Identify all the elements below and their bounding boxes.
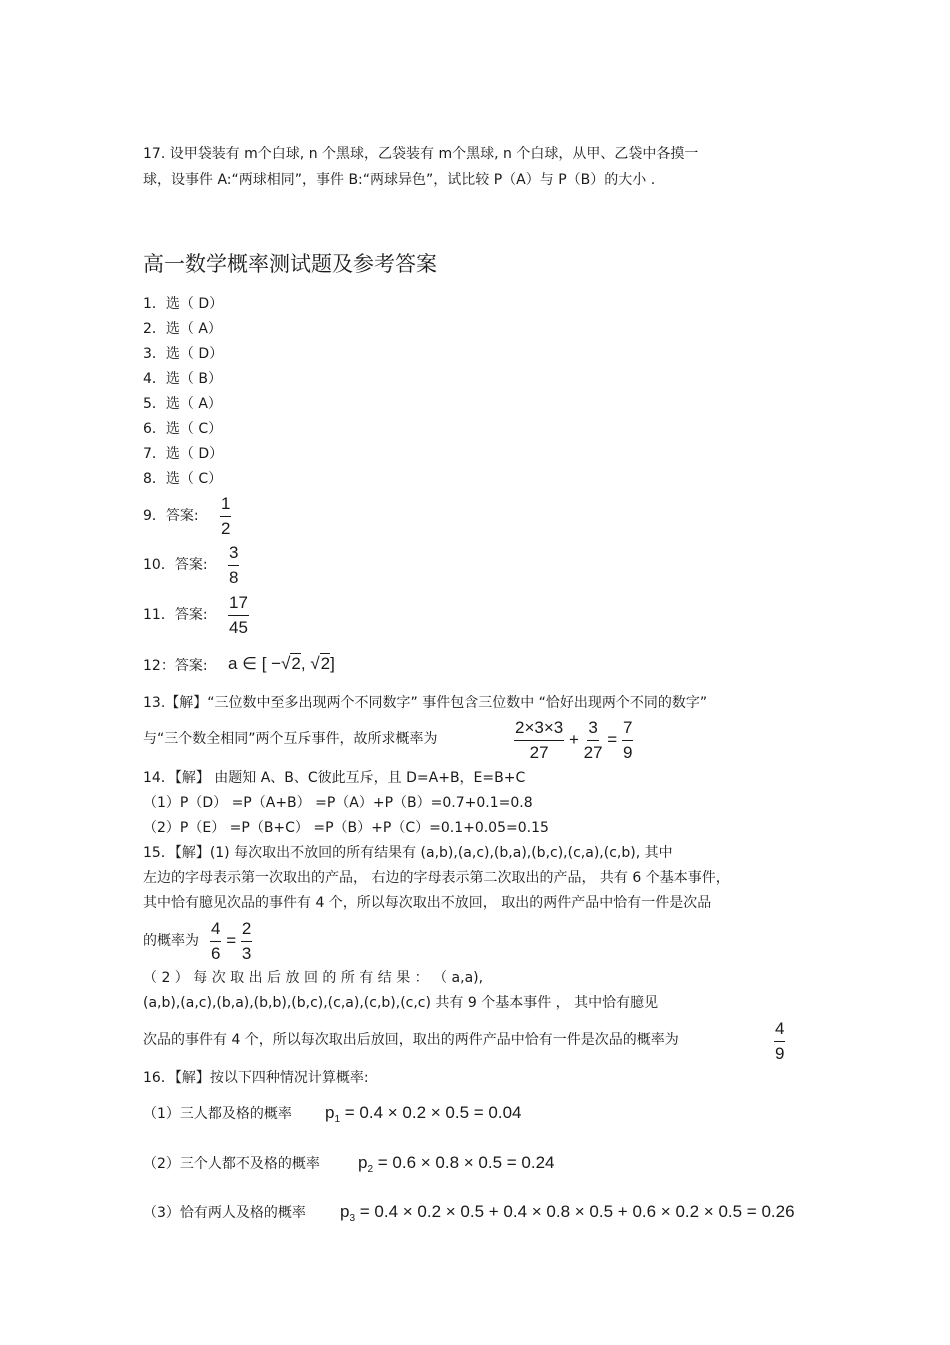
answer-16-line1: 16．【解】按以下四种情况计算概率:: [143, 1070, 369, 1086]
answer-15-line4: 的概率为: [143, 933, 199, 949]
answer-15-line1: 15．【解】(1) 每次取出不放回的所有结果有 (a,b),(a,c),(b,a),(b,c),(c,a),(c,b), 其中: [143, 845, 673, 861]
answer-2: 2．选（ A）: [143, 321, 222, 337]
answer-15-line7: 次品的事件有 4 个，所以每次取出后放回，取出的两件产品中恰有一件是次品的概率为: [143, 1032, 679, 1048]
answer-15-line3: 其中恰有臆见次品的事件有 4 个，所以每次取出不放回， 取出的两件产品中恰有一件是次品: [143, 895, 712, 911]
answer-15-formula-1: [210, 917, 252, 966]
answer-11-fraction: [228, 591, 249, 640]
answer-15-f1-num: 4: [210, 917, 221, 942]
answer-13-f2-num: 3: [587, 716, 598, 741]
answer-16-case3-sub: 3: [349, 1213, 356, 1224]
answer-13-plus: +: [568, 729, 579, 749]
answer-9-num: 1: [220, 492, 231, 517]
q17-line2: 球，设事件 A:“两球相同”，事件 B:“两球异色”，试比较 P（A）与 P（B）的大小 .: [143, 172, 656, 188]
answer-16-case2-var: p: [358, 1153, 368, 1172]
answer-16-case1-expr: = 0.4 × 0.2 × 0.5 = 0.04: [340, 1103, 522, 1122]
answer-15-line6: (a,b),(a,c),(b,a),(b,b),(b,c),(c,a),(c,b),(c,c) 共有 9 个基本事件 ， 其中恰有臆见: [143, 995, 659, 1011]
answer-13-f2-den: 27: [583, 743, 603, 762]
answer-12-radicand-1: 2: [291, 654, 301, 673]
answer-15-f3-den: 9: [775, 1044, 785, 1063]
answer-13-f3-den: 9: [622, 743, 633, 762]
answer-11-num: 17: [228, 591, 249, 616]
answer-16-case2-expr: = 0.6 × 0.8 × 0.5 = 0.24: [373, 1153, 555, 1172]
page-title: 高一数学概率测试题及参考答案: [143, 252, 437, 276]
answer-10-fraction: [228, 541, 239, 590]
q17-line1: 17. 设甲袋装有 m个白球, n 个黑球，乙袋装有 m个黑球, n 个白球，从甲、乙袋中各摸一: [143, 146, 699, 162]
answer-14-line1: 14．【解】 由题知 A、B、C彼此互斥，且 D=A+B，E=B+C: [143, 770, 526, 786]
answer-15-equals: =: [226, 930, 237, 950]
answer-16-case1-formula: [325, 1104, 522, 1129]
answer-1: 1．选（ D）: [143, 296, 224, 312]
answer-16-case1-sub: 1: [334, 1114, 341, 1125]
answer-16-case3-formula: [340, 1203, 795, 1228]
answer-8: 8．选（ C）: [143, 471, 223, 487]
answer-9-fraction: [220, 492, 231, 541]
answer-13-f1-num: 2×3×3: [514, 716, 564, 741]
answer-13-line2: 与“三个数全相同”两个互斥事件，故所求概率为: [143, 731, 438, 747]
answer-10-den: 8: [229, 568, 239, 587]
answer-7: 7．选（ D）: [143, 446, 224, 462]
answer-13-line1: 13.【解】“三位数中至多出现两个不同数字” 事件包含三位数中 “恰好出现两个不同的数字”: [143, 695, 708, 711]
answer-4: 4．选（ B）: [143, 371, 222, 387]
answer-15-f1-den: 6: [211, 944, 221, 963]
answer-14-line3: （2）P（E） =P（B+C） =P（B）+P（C）=0.1+0.05=0.15: [143, 820, 549, 836]
answer-16-case1-label: （1）三人都及格的概率: [143, 1106, 292, 1122]
answer-9-den: 2: [221, 519, 231, 538]
answer-13-f1-den: 27: [529, 743, 549, 762]
answer-16-case3-expr: = 0.4 × 0.2 × 0.5 + 0.4 × 0.8 × 0.5 + 0.6 × 0.2 × 0.5 = 0.26: [355, 1202, 795, 1221]
answer-11-label: 11．答案:: [143, 607, 208, 623]
answer-15-f2-den: 3: [241, 944, 252, 963]
answer-16-case2-sub: 2: [367, 1164, 374, 1175]
answer-16-case3-label: （3）恰有两人及格的概率: [143, 1205, 306, 1221]
answer-6: 6．选（ C）: [143, 421, 223, 437]
answer-13-f3-num: 7: [622, 716, 633, 741]
answer-15-f2-num: 2: [241, 917, 252, 942]
answer-13-formula: [514, 716, 633, 765]
answer-12-radicand-2: 2: [320, 654, 331, 673]
answer-11-den: 45: [229, 618, 248, 637]
answer-16-case2-label: （2）三个人都不及格的概率: [143, 1156, 320, 1172]
answer-12-pre: a ∈ [ −√: [228, 654, 291, 673]
answer-10-num: 3: [228, 541, 239, 566]
answer-14-line2: （1）P（D） =P（A+B） =P（A）+P（B）=0.7+0.1=0.8: [143, 795, 533, 811]
answer-9-label: 9．答案:: [143, 508, 199, 524]
answer-16-case3-var: p: [340, 1202, 350, 1221]
answer-12-expression: [228, 655, 335, 673]
answer-15-f3-num: 4: [774, 1017, 785, 1042]
answer-16-case1-var: p: [325, 1103, 335, 1122]
answer-15-line2: 左边的字母表示第一次取出的产品， 右边的字母表示第二次取出的产品， 共有 6 个基本事件，: [143, 870, 730, 886]
answer-12-mid: , √: [300, 654, 320, 673]
answer-15-formula-2: [774, 1017, 785, 1066]
answer-12-post: ]: [330, 654, 335, 673]
answer-16-case2-formula: [358, 1154, 555, 1179]
answer-3: 3．选（ D）: [143, 346, 224, 362]
answer-10-label: 10．答案:: [143, 557, 208, 573]
answer-12-label: 12：答案:: [143, 658, 208, 674]
answer-15-line5: （ 2 ） 每 次 取 出 后 放 回 的 所 有 结 果 ： （ a,a),: [143, 970, 484, 986]
answer-5: 5．选（ A）: [143, 396, 222, 412]
answer-13-equals: =: [607, 729, 618, 749]
